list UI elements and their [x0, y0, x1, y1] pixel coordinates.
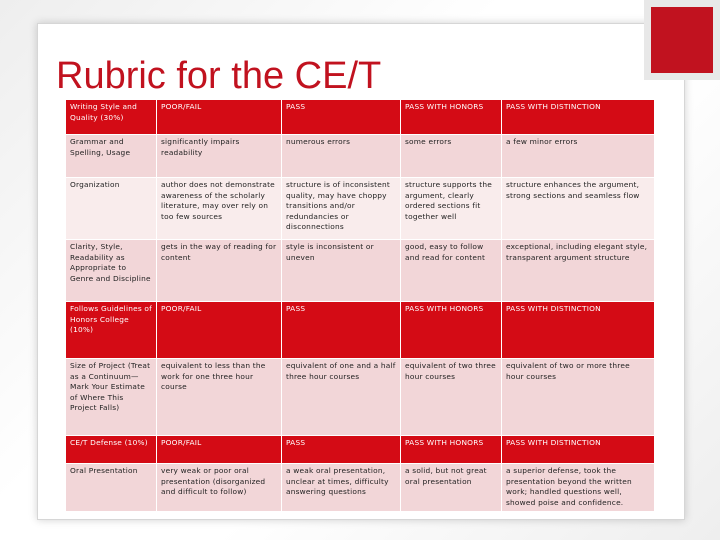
- rating-cell: structure enhances the argument, strong sections and seamless flow: [502, 178, 655, 240]
- rating-cell: PASS: [282, 436, 401, 464]
- table-row: [66, 464, 655, 512]
- corner-red-square: [651, 7, 713, 73]
- rating-cell: a weak oral presentation, unclear at times, difficulty answering questions: [282, 464, 401, 512]
- rating-cell: PASS: [282, 302, 401, 359]
- criterion-cell: Writing Style and Quality (30%): [66, 100, 157, 135]
- criterion-cell: CE/T Defense (10%): [66, 436, 157, 464]
- table-row: [66, 359, 655, 436]
- table-row: [66, 240, 655, 302]
- criterion-cell: Oral Presentation: [66, 464, 157, 512]
- rating-cell: equivalent of two or more three hour courses: [502, 359, 655, 436]
- rating-cell: structure supports the argument, clearly ordered sections fit together well: [401, 178, 502, 240]
- rating-cell: exceptional, including elegant style, transparent argument structure: [502, 240, 655, 302]
- rating-cell: PASS WITH HONORS: [401, 302, 502, 359]
- table-row: [66, 135, 655, 178]
- slide-title: Rubric for the CE/T: [56, 55, 382, 97]
- rating-cell: gets in the way of reading for content: [157, 240, 282, 302]
- rating-cell: PASS WITH DISTINCTION: [502, 436, 655, 464]
- rating-cell: PASS WITH DISTINCTION: [502, 100, 655, 135]
- rating-cell: PASS: [282, 100, 401, 135]
- rating-cell: a few minor errors: [502, 135, 655, 178]
- rating-cell: numerous errors: [282, 135, 401, 178]
- rating-cell: POOR/FAIL: [157, 302, 282, 359]
- criterion-cell: Follows Guidelines of Honors College (10%): [66, 302, 157, 359]
- rating-cell: POOR/FAIL: [157, 100, 282, 135]
- criterion-cell: Clarity, Style, Readability as Appropriate to Genre and Discipline: [66, 240, 157, 302]
- rating-cell: PASS WITH HONORS: [401, 436, 502, 464]
- rating-cell: equivalent of two three hour courses: [401, 359, 502, 436]
- rating-cell: some errors: [401, 135, 502, 178]
- rating-cell: style is inconsistent or uneven: [282, 240, 401, 302]
- criterion-cell: Organization: [66, 178, 157, 240]
- rating-cell: structure is of inconsistent quality, may have choppy transitions and/or redundancies or disconnections: [282, 178, 401, 240]
- rating-cell: a superior defense, took the presentation beyond the written work; handled questions well, showed poise and confidence.: [502, 464, 655, 512]
- table-row: [66, 178, 655, 240]
- rubric-body: [66, 100, 655, 512]
- section-header-row: [66, 100, 655, 135]
- rating-cell: very weak or poor oral presentation (disorganized and difficult to follow): [157, 464, 282, 512]
- rating-cell: good, easy to follow and read for content: [401, 240, 502, 302]
- criterion-cell: Grammar and Spelling, Usage: [66, 135, 157, 178]
- section-header-row: [66, 302, 655, 359]
- rubric-table: [65, 99, 655, 512]
- rating-cell: PASS WITH HONORS: [401, 100, 502, 135]
- rating-cell: a solid, but not great oral presentation: [401, 464, 502, 512]
- rating-cell: equivalent to less than the work for one three hour course: [157, 359, 282, 436]
- rating-cell: POOR/FAIL: [157, 436, 282, 464]
- rating-cell: author does not demonstrate awareness of the scholarly literature, may over rely on too few sources: [157, 178, 282, 240]
- section-header-row: [66, 436, 655, 464]
- rating-cell: equivalent of one and a half three hour courses: [282, 359, 401, 436]
- rating-cell: significantly impairs readability: [157, 135, 282, 178]
- rating-cell: PASS WITH DISTINCTION: [502, 302, 655, 359]
- criterion-cell: Size of Project (Treat as a Continuum—Mark Your Estimate of Where This Project Falls): [66, 359, 157, 436]
